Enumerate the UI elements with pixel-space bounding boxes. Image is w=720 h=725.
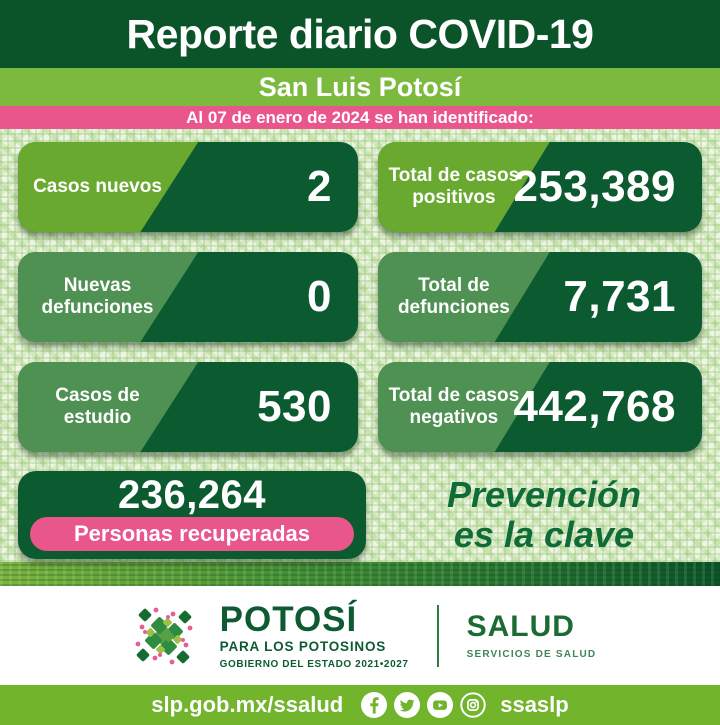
bottom-bar <box>0 685 720 725</box>
facebook-icon[interactable] <box>361 692 387 718</box>
stat-card-casos-estudio <box>18 362 358 452</box>
stat-label: Total de casos positivos <box>388 164 520 208</box>
decorative-pattern-strip <box>0 562 720 586</box>
header-band <box>0 0 720 68</box>
potosi-logo-title: POTOSÍ <box>219 599 358 639</box>
instagram-icon[interactable] <box>460 692 486 718</box>
page-title: Reporte diario COVID-19 <box>126 10 594 57</box>
footer-logos <box>0 586 720 685</box>
state-name: San Luis Potosí <box>258 71 462 102</box>
recovered-row <box>18 471 702 559</box>
salud-logo-title: SALUD <box>466 609 575 643</box>
website-link[interactable]: slp.gob.mx/ssalud <box>151 692 344 717</box>
stat-card-total-negativos <box>378 362 702 452</box>
social-handle[interactable]: ssaslp <box>500 692 569 717</box>
twitter-icon[interactable] <box>394 692 420 718</box>
potosi-logo-subtitle: PARA LOS POTOSINOS <box>219 638 387 654</box>
stat-card-nuevas-defunciones <box>18 252 358 342</box>
stat-value: 0 <box>307 272 332 321</box>
stat-value: 2 <box>307 162 332 211</box>
stat-card-total-positivos <box>378 142 702 232</box>
stat-value: 7,731 <box>563 272 676 321</box>
logo-divider <box>437 605 439 667</box>
youtube-icon[interactable] <box>427 692 453 718</box>
stat-label: Total de casos negativos <box>388 384 520 428</box>
recovered-label-pill: Personas recuperadas <box>30 517 354 551</box>
salud-logo-subtitle: SERVICIOS DE SALUD <box>466 648 597 660</box>
stat-label: Casos nuevos <box>33 175 162 197</box>
tenek-flower-icon <box>124 596 204 676</box>
stats-area <box>0 129 720 562</box>
stat-label: Casos de estudio <box>55 384 140 428</box>
slogan-line1: Prevención <box>446 474 642 516</box>
date-banner <box>0 106 720 129</box>
stat-value: 530 <box>257 382 332 431</box>
stat-value: 442,768 <box>513 382 676 431</box>
recovered-card <box>18 471 366 559</box>
stat-card-casos-nuevos <box>18 142 358 232</box>
stat-label: Nuevas defunciones <box>41 274 154 318</box>
salud-logo <box>466 609 597 660</box>
prevention-slogan <box>386 471 702 559</box>
potosi-logo <box>219 599 409 670</box>
subheader-band <box>0 68 720 106</box>
stat-card-total-defunciones <box>378 252 702 342</box>
slogan-line2: es la clave <box>453 514 635 555</box>
social-icons <box>361 692 486 718</box>
stat-value: 253,389 <box>513 162 676 211</box>
potosi-logo-tagline: GOBIERNO DEL ESTADO 2021•2027 <box>219 658 409 670</box>
date-banner-text: Al 07 de enero de 2024 se han identificado: <box>186 107 534 127</box>
stats-grid <box>18 142 702 452</box>
recovered-value: 236,264 <box>117 473 267 517</box>
stat-label: Total de defunciones <box>397 274 510 318</box>
